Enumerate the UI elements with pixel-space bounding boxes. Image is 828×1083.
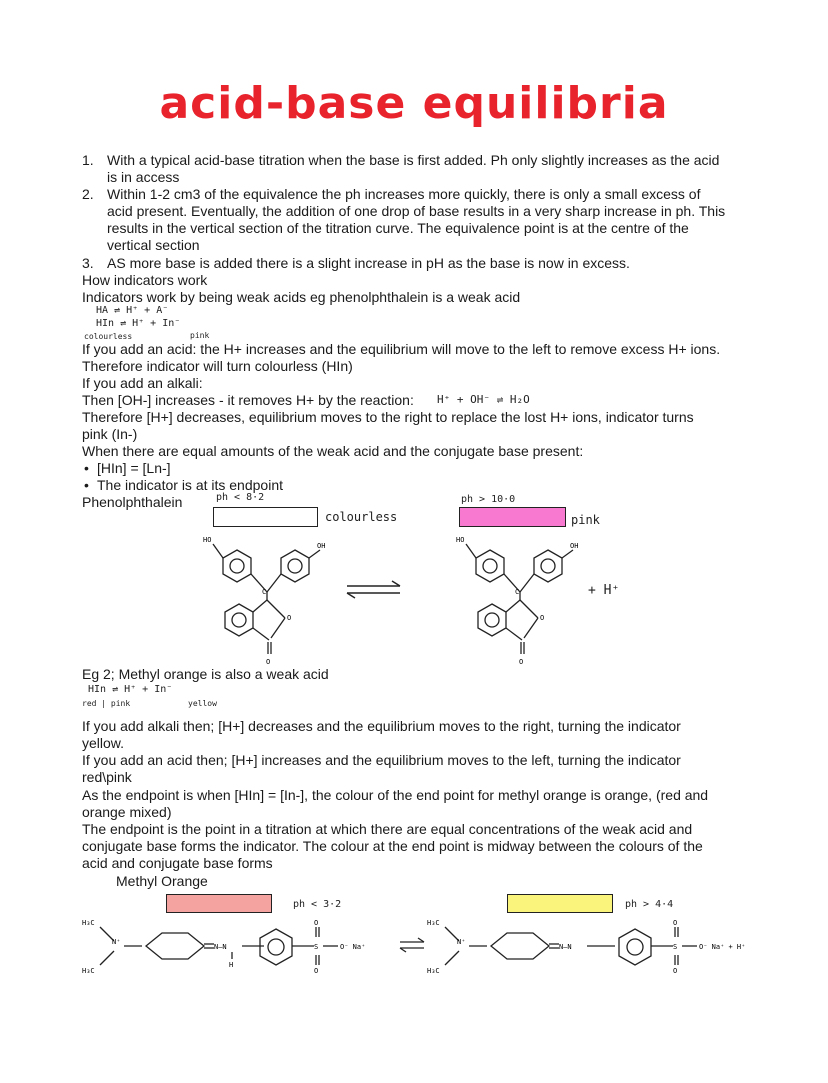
colour-label-left: colourless bbox=[325, 510, 398, 524]
paragraph: Eg 2; Methyl orange is also a weak acid bbox=[82, 666, 329, 682]
handwritten-note: yellow bbox=[188, 699, 217, 708]
methyl-orange-structure-acid bbox=[80, 915, 370, 985]
handwritten-equation: HIn ⇌ H⁺ + In⁻ bbox=[88, 684, 173, 695]
list-number: 1. bbox=[82, 152, 94, 168]
page-title: acid-base equilibria bbox=[159, 78, 669, 129]
handwritten-equation: HIn ⇌ H⁺ + In⁻ bbox=[96, 318, 181, 329]
ph-label-right: ph > 10·0 bbox=[461, 494, 516, 505]
colour-swatch-colourless bbox=[213, 507, 318, 527]
bullet-dot: • bbox=[84, 477, 89, 493]
paragraph: Then [OH-] increases - it removes H+ by the reaction: bbox=[82, 392, 414, 408]
equilibrium-arrow bbox=[398, 936, 428, 954]
phenolphthalein-structure-acid bbox=[195, 530, 345, 670]
list-item-line: With a typical acid-base titration when the base is first added. Ph only slightly increases as the acid bbox=[107, 152, 720, 168]
atom-label: HO bbox=[203, 536, 212, 544]
ph-label-left: ph < 8·2 bbox=[216, 492, 265, 503]
equilibrium-arrow bbox=[345, 580, 405, 600]
paragraph: Therefore indicator will turn colourless (HIn) bbox=[82, 358, 353, 374]
bullet-dot: • bbox=[84, 460, 89, 476]
bullet-item: [HIn] = [Ln-] bbox=[97, 460, 171, 476]
handwritten-equation: H⁺ + OH⁻ ⇌ H₂O bbox=[437, 393, 530, 406]
paragraph: yellow. bbox=[82, 735, 125, 751]
atom-label: H₃C bbox=[427, 967, 440, 975]
ph-label-right: ph > 4·4 bbox=[625, 899, 674, 910]
atom-label: N—N bbox=[214, 943, 227, 951]
atom-label: S bbox=[314, 943, 319, 951]
paragraph: The endpoint is the point in a titration at which there are equal concentrations of the weak acid and bbox=[82, 821, 693, 837]
atom-label: O bbox=[673, 919, 678, 927]
paragraph: If you add an acid: the H+ increases and the equilibrium will move to the left to remove excess H+ ions. bbox=[82, 341, 721, 357]
handwritten-note: pink bbox=[190, 331, 210, 340]
atom-label: O bbox=[314, 919, 319, 927]
paragraph: If you add an acid then; [H+] increases and the equilibrium moves to the left, turning the indicator bbox=[82, 752, 681, 768]
paragraph: conjugate base forms the indicator. The colour at the end point is midway between the colours of the bbox=[82, 838, 703, 854]
list-item-line: results in the vertical section of the titration curve. The equivalence point is at the centre of the bbox=[107, 220, 689, 236]
colour-swatch-red bbox=[166, 894, 272, 913]
methyl-orange-structure-base bbox=[425, 915, 765, 985]
paragraph: red\pink bbox=[82, 769, 132, 785]
paragraph: If you add an alkali: bbox=[82, 375, 203, 391]
list-item-line: vertical section bbox=[107, 237, 200, 253]
atom-label: O⁻ Na⁺ + H⁺ bbox=[699, 943, 746, 951]
atom-label: O bbox=[673, 967, 678, 975]
section-heading: How indicators work bbox=[82, 272, 208, 288]
paragraph: Therefore [H+] decreases, equilibrium moves to the right to replace the lost H+ ions, indicator turns bbox=[82, 409, 694, 425]
handwritten-equation: HA ⇌ H⁺ + A⁻ bbox=[96, 305, 169, 316]
list-number: 3. bbox=[82, 255, 94, 271]
colour-label-right: pink bbox=[571, 513, 600, 527]
bullet-item: The indicator is at its endpoint bbox=[97, 477, 283, 493]
atom-label: H₃C bbox=[82, 919, 95, 927]
diagram-label: Methyl Orange bbox=[116, 873, 208, 889]
list-item-line: AS more base is added there is a slight increase in pH as the base is now in excess. bbox=[107, 255, 630, 271]
paragraph: pink (In-) bbox=[82, 426, 138, 442]
paragraph: As the endpoint is when [HIn] = [In-], the colour of the end point for methyl orange is orange, (red and bbox=[82, 787, 709, 803]
atom-label: N—N bbox=[559, 943, 572, 951]
paragraph: acid and conjugate base forms bbox=[82, 855, 273, 871]
atom-label: H₃C bbox=[427, 919, 440, 927]
paragraph: When there are equal amounts of the weak acid and the conjugate base present: bbox=[82, 443, 584, 459]
list-item-line: Within 1-2 cm3 of the equivalence the ph increases more quickly, there is only a small excess of bbox=[107, 186, 701, 202]
colour-swatch-yellow bbox=[507, 894, 613, 913]
diagram-label: Phenolphthalein bbox=[82, 494, 183, 510]
atom-label: H bbox=[229, 961, 234, 969]
phenolphthalein-structure-base bbox=[448, 530, 598, 670]
colour-swatch-pink bbox=[459, 507, 566, 527]
atom-label: O bbox=[540, 614, 545, 622]
list-item-line: is in access bbox=[107, 169, 180, 185]
atom-label: C bbox=[515, 588, 520, 596]
atom-label: C bbox=[262, 588, 267, 596]
atom-label: H₃C bbox=[82, 967, 95, 975]
atom-label: O bbox=[314, 967, 319, 975]
atom-label: HO bbox=[456, 536, 465, 544]
list-item-line: acid present. Eventually, the addition of one drop of base results in a very sharp increase in ph. This bbox=[107, 203, 726, 219]
plus-h-ion: + H⁺ bbox=[588, 583, 620, 598]
atom-label: N⁺ bbox=[457, 938, 466, 946]
atom-label: O bbox=[287, 614, 292, 622]
handwritten-note: colourless bbox=[84, 332, 133, 341]
handwritten-note: red | pink bbox=[82, 699, 131, 708]
atom-label: OH bbox=[317, 542, 326, 550]
paragraph: Indicators work by being weak acids eg phenolphthalein is a weak acid bbox=[82, 289, 521, 305]
atom-label: O⁻ Na⁺ bbox=[340, 943, 366, 951]
atom-label: O bbox=[519, 658, 524, 666]
ph-label-left: ph < 3·2 bbox=[293, 899, 342, 910]
atom-label: O bbox=[266, 658, 271, 666]
list-number: 2. bbox=[82, 186, 94, 202]
paragraph: If you add alkali then; [H+] decreases and the equilibrium moves to the right, turning the indicator bbox=[82, 718, 681, 734]
atom-label: N⁺ bbox=[112, 938, 121, 946]
atom-label: S bbox=[673, 943, 678, 951]
atom-label: OH bbox=[570, 542, 579, 550]
paragraph: orange mixed) bbox=[82, 804, 172, 820]
